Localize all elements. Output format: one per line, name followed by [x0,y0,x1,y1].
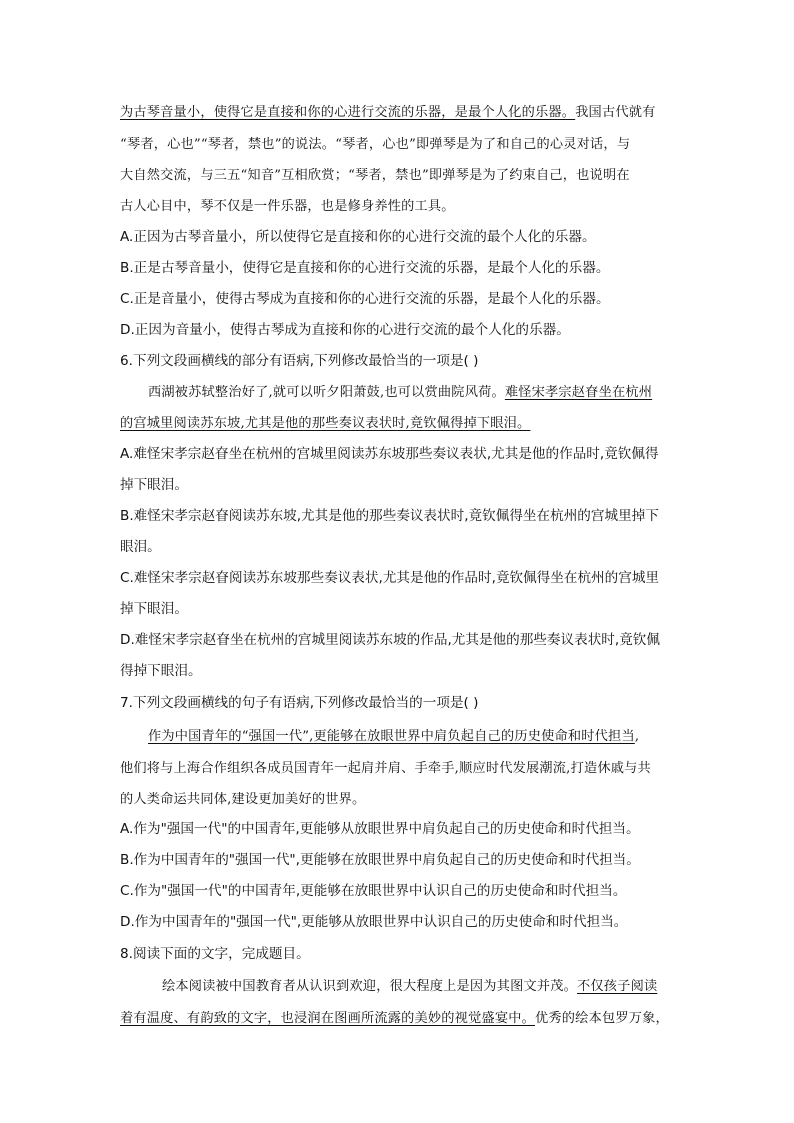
underlined-text: 为古琴音量小，使得它是直接和你的心进行交流的乐器，是最个人化的乐器。 [120,105,576,120]
passage-line [120,793,365,806]
passage-text: 古人心目中，琴不仅是一件乐器，也是修身养性的工具。 [120,199,455,214]
passage-line [120,1012,669,1025]
passage-text: 绘本阅读被中国教育者从认识到欢迎，很大程度上是因为其图文并茂。 [162,979,578,994]
option-b: B.正是古琴音量小，使得它是直接和你的心进行交流的乐器，是最个人化的乐器。 [120,260,610,276]
option-c: C.正是音量小，使得古琴成为直接和你的心进行交流的乐器，是最个人化的乐器。 [120,291,610,307]
passage-line [148,386,652,399]
passage-line [120,200,455,213]
passage-text: 的人类命运共同体,建设更加美好的世界。 [120,792,366,807]
option-c: C.难怪宋孝宗赵眘阅读苏东坡那些奏议表状,尤其是他的作品时,竟钦佩得坐在杭州的宫城里 [120,570,660,586]
passage-text: , [634,729,640,744]
passage-text: 优秀的绘本包罗万象， [535,1011,669,1026]
underlined-text: 不仅孩子阅读 [577,979,658,994]
passage-line [162,980,657,993]
passage-line [120,138,630,151]
option-d: D.正因为音量小，使得古琴成为直接和你的心进行交流的最个人化的乐器。 [120,322,570,338]
passage-text: 西湖被苏轼整治好了,就可以听夕阳萧鼓,也可以赏曲院风荷。 [148,385,505,400]
question-title: 7.下列文段画横线的句子有语病,下列修改最恰当的一项是( ) [120,695,479,711]
underlined-text: 着有温度、有韵致的文字，也浸润在图画所流露的美妙的视觉盛宴中。 [120,1011,536,1026]
passage-line [120,169,630,182]
passage-text: 大自然交流，与三五“知音”互相欣赏；“琴者，禁也”即弹琴是为了约束自己，也说明在 [120,168,630,183]
underlined-text: 难怪宋孝宗赵眘坐在杭州 [504,385,653,400]
passage-line [120,417,530,430]
option-b-continued: 眼泪。 [120,539,161,555]
option-a-continued: 掉下眼泪。 [120,477,188,493]
question-title: 6.下列文段画横线的部分有语病,下列修改最恰当的一项是( ) [120,353,479,369]
option-c: C.作为"强国一代"的中国青年,更能够在放眼世界中认识自己的历史使命和时代担当。 [120,883,627,899]
passage-text: 他们将与上海合作组织各成员国青年一起肩并肩、手牵手,顺应时代发展潮流,打造休戚与共 [120,761,651,776]
option-b: B.作为中国青年的"强国一代",更能够在放眼世界中肩负起自己的历史使命和时代担当。 [120,852,640,868]
underlined-text: 的宫城里阅读苏东坡,尤其是他的那些奏议表状时,竟钦佩得掉下眼泪。 [120,416,531,431]
option-d: D.作为中国青年的"强国一代",更能够从放眼世界中认识自己的历史使命和时代担当。 [120,914,628,930]
option-d: D.难怪宋孝宗赵眘坐在杭州的宫城里阅读苏东坡的作品,尤其是他的那些奏议表状时,竟钦佩 [120,632,660,648]
passage-text: 我国古代就有 [575,105,656,120]
option-a: A.作为"强国一代"的中国青年,更能够从放眼世界中肩负起自己的历史使命和时代担当。 [120,821,640,837]
option-b: B.难怪宋孝宗赵眘阅读苏东坡,尤其是他的那些奏议表状时,竟钦佩得坐在杭州的宫城里掉下 [120,508,659,524]
passage-line [120,762,651,775]
option-a: A.正因为古琴音量小，所以使得它是直接和你的心进行交流的最个人化的乐器。 [120,229,596,245]
option-d-continued: 得掉下眼泪。 [120,663,202,679]
option-c-continued: 掉下眼泪。 [120,601,188,617]
passage-text: “琴者，心也”“琴者，禁也”的说法。“琴者，心也”即弹琴是为了和自己的心灵对话，与 [120,137,631,152]
question-title: 8.阅读下面的文字，完成题目。 [120,946,310,962]
passage-line [120,106,656,119]
option-a: A.难怪宋孝宗赵眘坐在杭州的宫城里阅读苏东坡那些奏议表状,尤其是他的作品时,竟钦佩得 [120,446,659,462]
underlined-text: 作为中国青年的“强国一代”,更能够在放眼世界中肩负起自己的历史使命和时代担当 [148,729,635,744]
passage-line [148,730,639,743]
